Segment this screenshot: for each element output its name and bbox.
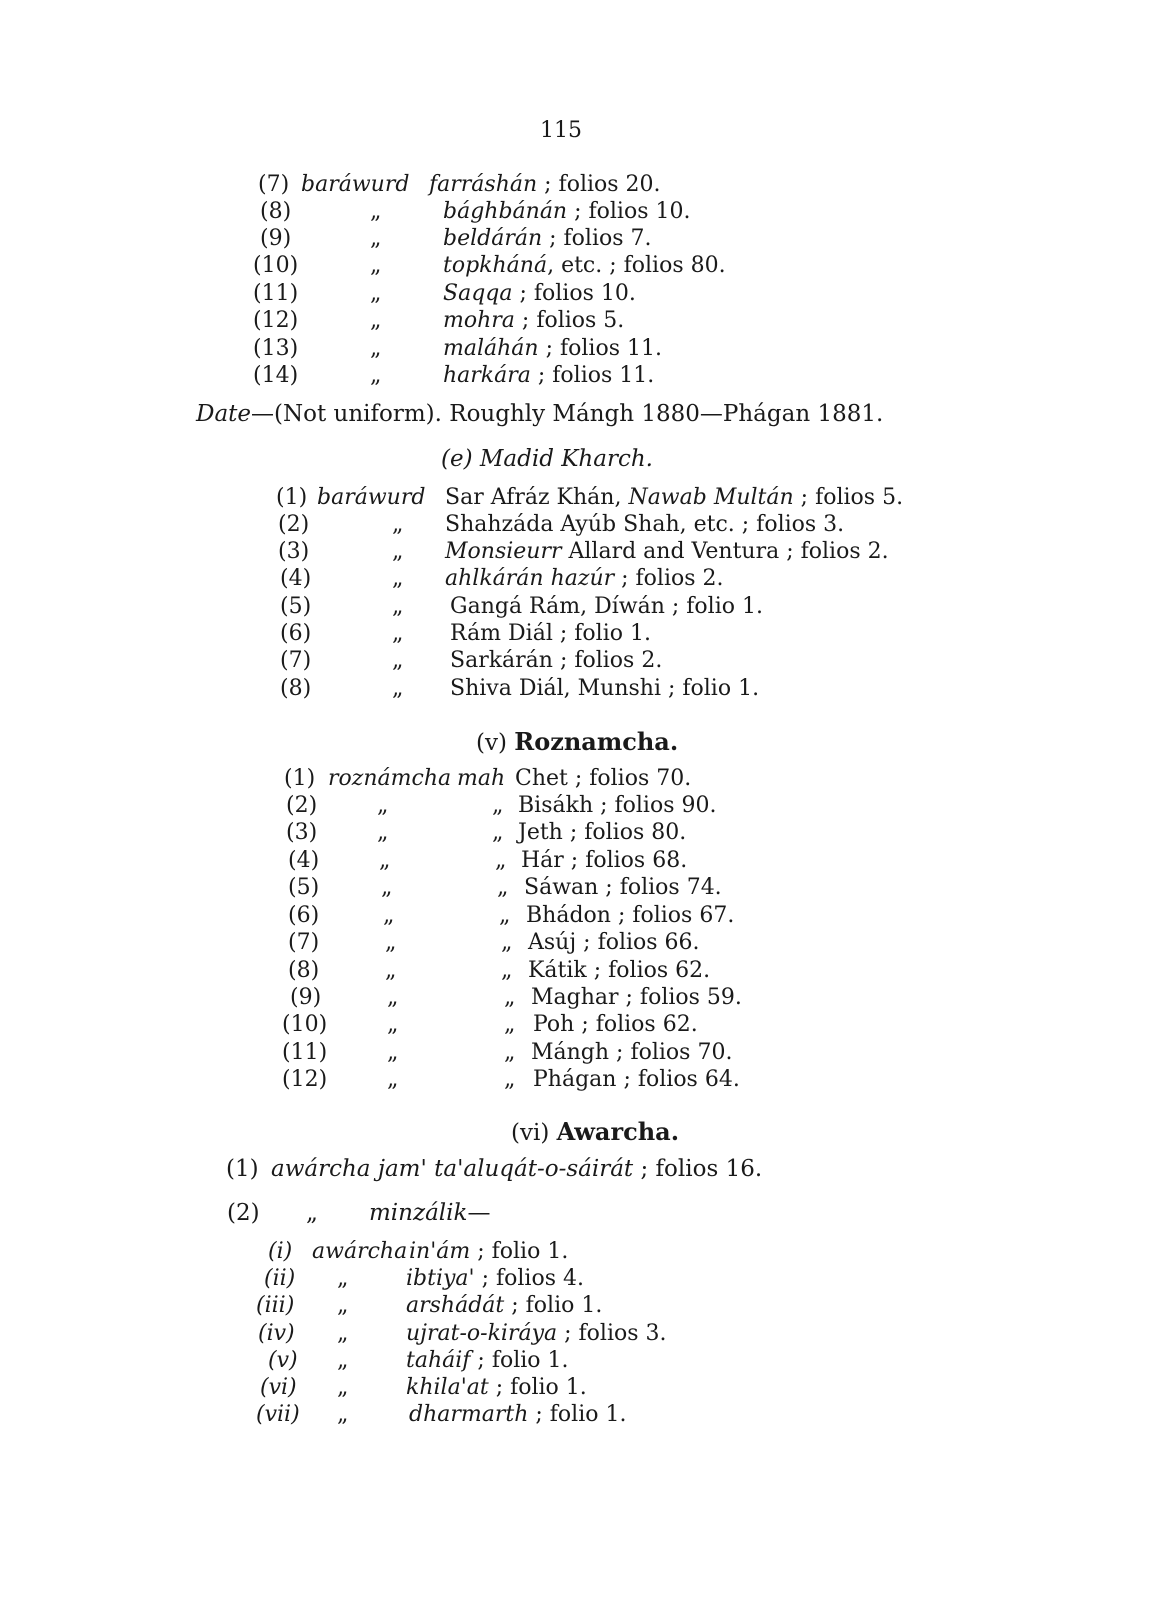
item-number: (6) xyxy=(280,621,312,646)
item-term: minzálik xyxy=(369,1200,468,1226)
item-pre: Sarkárán ; folios 2. xyxy=(450,648,663,673)
ditto-mark: „ xyxy=(383,903,395,928)
item-folios: ; folios 7. xyxy=(542,226,652,251)
item-folios: ; folios 11. xyxy=(530,363,655,388)
item-number: (iii) xyxy=(256,1293,295,1318)
item-text: Poh ; folios 62. xyxy=(533,1012,698,1037)
item-number: (1) xyxy=(284,766,316,791)
ditto-mark: „ xyxy=(381,875,393,900)
ditto-mark: „ xyxy=(504,1067,516,1092)
ditto-mark: „ xyxy=(370,336,382,361)
item-term: maláhán xyxy=(443,336,539,361)
heading-number: (vi) xyxy=(511,1120,550,1146)
item-text: Bhádon ; folios 67. xyxy=(526,903,735,928)
date-text: —(Not uniform). Roughly Mángh 1880—Phágan 1881. xyxy=(251,401,884,427)
heading-text: Awarcha. xyxy=(556,1117,680,1146)
item-post: ; folios 5. xyxy=(793,485,904,510)
ditto-mark: „ xyxy=(337,1402,349,1427)
item-number: (10) xyxy=(253,253,299,278)
item-folios: ; folio 1. xyxy=(504,1293,603,1318)
ditto-mark: „ xyxy=(370,199,382,224)
item-number: (8) xyxy=(288,958,320,983)
item-text: Bisákh ; folios 90. xyxy=(518,793,717,818)
item-number: (10) xyxy=(282,1012,328,1037)
ditto-mark: „ xyxy=(392,566,404,591)
item-lead: roznámcha xyxy=(328,766,452,791)
item-number: (7) xyxy=(258,172,290,197)
item-number: (9) xyxy=(290,985,322,1010)
item-folios: ; folios 16. xyxy=(633,1156,763,1182)
item-dash: — xyxy=(467,1200,491,1226)
item-text: Hár ; folios 68. xyxy=(521,848,688,873)
item-term: awárcha jam' ta'aluqát-o-sáirát xyxy=(271,1156,634,1182)
item-pre: Rám Diál ; folio 1. xyxy=(450,621,651,646)
item-pre: Shahzáda Ayúb Shah, etc. ; folios 3. xyxy=(445,512,845,537)
item-term: beldárán xyxy=(443,226,543,251)
item-number: (14) xyxy=(253,363,299,388)
item-pre: Shiva Diál, Munshi ; folio 1. xyxy=(450,676,760,701)
item-folios: ; folios 20. xyxy=(537,172,661,197)
item-term: dharmarth xyxy=(409,1402,529,1427)
item-lead: baráwurd xyxy=(301,172,410,197)
ditto-mark: „ xyxy=(504,1012,516,1037)
item-number: (vii) xyxy=(256,1402,300,1427)
item-folios: ; folio 1. xyxy=(488,1375,587,1400)
item-folios: ; folio 1. xyxy=(470,1348,569,1373)
ditto-mark: „ xyxy=(385,930,397,955)
ditto-mark: „ xyxy=(306,1200,318,1226)
item-text: Phágan ; folios 64. xyxy=(533,1067,740,1092)
item-text: Mángh ; folios 70. xyxy=(531,1040,733,1065)
ditto-mark: „ xyxy=(337,1348,349,1373)
item-text: Chet ; folios 70. xyxy=(515,766,692,791)
item-number: (11) xyxy=(282,1040,328,1065)
item-term: in'ám xyxy=(409,1239,471,1264)
item-folios: ; folios 3. xyxy=(557,1321,667,1346)
item-text: Jeth ; folios 80. xyxy=(518,820,687,845)
ditto-mark: „ xyxy=(497,875,509,900)
item-number: (5) xyxy=(280,594,312,619)
item-number: (3) xyxy=(278,539,310,564)
item-text: Maghar ; folios 59. xyxy=(531,985,742,1010)
heading-text: Roznamcha. xyxy=(514,727,679,756)
item-number: (8) xyxy=(260,199,292,224)
item-term: harkára xyxy=(443,363,531,388)
item-number: (1) xyxy=(276,485,308,510)
item-number: (vi) xyxy=(260,1375,297,1400)
ditto-mark: „ xyxy=(392,621,404,646)
ditto-mark: „ xyxy=(392,648,404,673)
item-number: (8) xyxy=(280,676,312,701)
item-number: (2) xyxy=(278,512,310,537)
item-text: Asúj ; folios 66. xyxy=(528,930,700,955)
section-heading-roznamcha xyxy=(476,727,678,756)
item-italic: ahlkárán hazúr xyxy=(445,566,615,591)
ditto-mark: „ xyxy=(370,308,382,333)
ditto-mark: „ xyxy=(392,594,404,619)
ditto-mark: „ xyxy=(387,985,399,1010)
item-term: mohra xyxy=(443,308,515,333)
item-number: (3) xyxy=(286,820,318,845)
ditto-mark: „ xyxy=(337,1293,349,1318)
item-folios: ; folios 4. xyxy=(474,1266,584,1291)
item-italic: Nawab Multán xyxy=(628,485,794,510)
item-number: (9) xyxy=(260,226,292,251)
ditto-mark: „ xyxy=(337,1375,349,1400)
item-post: ; folios 2. xyxy=(614,566,724,591)
ditto-mark: „ xyxy=(387,1040,399,1065)
item-folios: ; folios 10. xyxy=(567,199,691,224)
item-number: (4) xyxy=(288,848,320,873)
date-line xyxy=(196,401,883,427)
item-pre: Sar Afráz Khán, xyxy=(445,485,629,510)
section-heading-madid-kharch: (e) Madid Kharch. xyxy=(441,446,653,472)
item-text: Kátik ; folios 62. xyxy=(528,958,711,983)
ditto-mark: „ xyxy=(377,820,389,845)
ditto-mark: „ xyxy=(385,958,397,983)
item-term: ujrat-o-kiráya xyxy=(406,1321,558,1346)
date-label: Date xyxy=(196,401,252,427)
item-number: (13) xyxy=(253,336,299,361)
item-number: (5) xyxy=(288,875,320,900)
ditto-mark: „ xyxy=(337,1321,349,1346)
item-number: (iv) xyxy=(258,1321,295,1346)
item-text: Sáwan ; folios 74. xyxy=(524,875,722,900)
ditto-mark: „ xyxy=(501,930,513,955)
item-number: (i) xyxy=(268,1239,293,1264)
ditto-mark: „ xyxy=(492,820,504,845)
ditto-mark: „ xyxy=(377,793,389,818)
item-folios: ; folios 10. xyxy=(512,281,636,306)
item-italic: Monsieurr xyxy=(445,539,562,564)
item-lead: awárcha xyxy=(312,1239,408,1264)
ditto-mark: „ xyxy=(370,363,382,388)
item-term: taháif xyxy=(406,1348,471,1373)
ditto-mark: „ xyxy=(504,1040,516,1065)
item-number: (v) xyxy=(268,1348,298,1373)
ditto-mark: „ xyxy=(492,793,504,818)
ditto-mark: „ xyxy=(370,226,382,251)
item-number: (7) xyxy=(280,648,312,673)
ditto-mark: „ xyxy=(370,253,382,278)
ditto-mark: „ xyxy=(495,848,507,873)
ditto-mark: „ xyxy=(501,958,513,983)
item-term: ibtiya' xyxy=(406,1266,475,1291)
heading-number: (v) xyxy=(476,730,507,756)
item-number: (2) xyxy=(227,1200,260,1226)
item-term: farráshán xyxy=(429,172,538,197)
item-term: topkháná xyxy=(443,253,548,278)
ditto-mark: „ xyxy=(392,676,404,701)
ditto-mark: „ xyxy=(379,848,391,873)
item-folios: ; folios 5. xyxy=(514,308,625,333)
item-number: (12) xyxy=(253,308,299,333)
item-term: bághbánán xyxy=(443,199,568,224)
ditto-mark: „ xyxy=(370,281,382,306)
item-lead-2: mah xyxy=(457,766,506,791)
ditto-mark: „ xyxy=(392,512,404,537)
ditto-mark: „ xyxy=(499,903,511,928)
item-term: Saqqa xyxy=(443,281,513,306)
item-number: (1) xyxy=(226,1156,259,1182)
item-post: Allard and Ventura ; folios 2. xyxy=(561,539,889,564)
ditto-mark: „ xyxy=(392,539,404,564)
item-number: (2) xyxy=(286,793,318,818)
item-folios: , etc. ; folios 80. xyxy=(547,253,726,278)
item-number: (7) xyxy=(288,930,320,955)
item-folios: ; folio 1. xyxy=(528,1402,627,1427)
page-number: 115 xyxy=(540,118,582,143)
ditto-mark: „ xyxy=(504,985,516,1010)
item-folios: ; folio 1. xyxy=(470,1239,569,1264)
ditto-mark: „ xyxy=(387,1012,399,1037)
item-pre: Gangá Rám, Díwán ; folio 1. xyxy=(450,594,763,619)
item-lead: baráwurd xyxy=(317,485,426,510)
ditto-mark: „ xyxy=(387,1067,399,1092)
item-number: (ii) xyxy=(264,1266,296,1291)
item-term: khila'at xyxy=(406,1375,489,1400)
ditto-mark: „ xyxy=(337,1266,349,1291)
item-number: (6) xyxy=(288,903,320,928)
section-heading-awarcha xyxy=(511,1117,679,1146)
item-term: arshádát xyxy=(406,1293,505,1318)
item-number: (12) xyxy=(282,1067,328,1092)
item-number: (4) xyxy=(280,566,312,591)
item-number: (11) xyxy=(253,281,299,306)
item-folios: ; folios 11. xyxy=(538,336,662,361)
